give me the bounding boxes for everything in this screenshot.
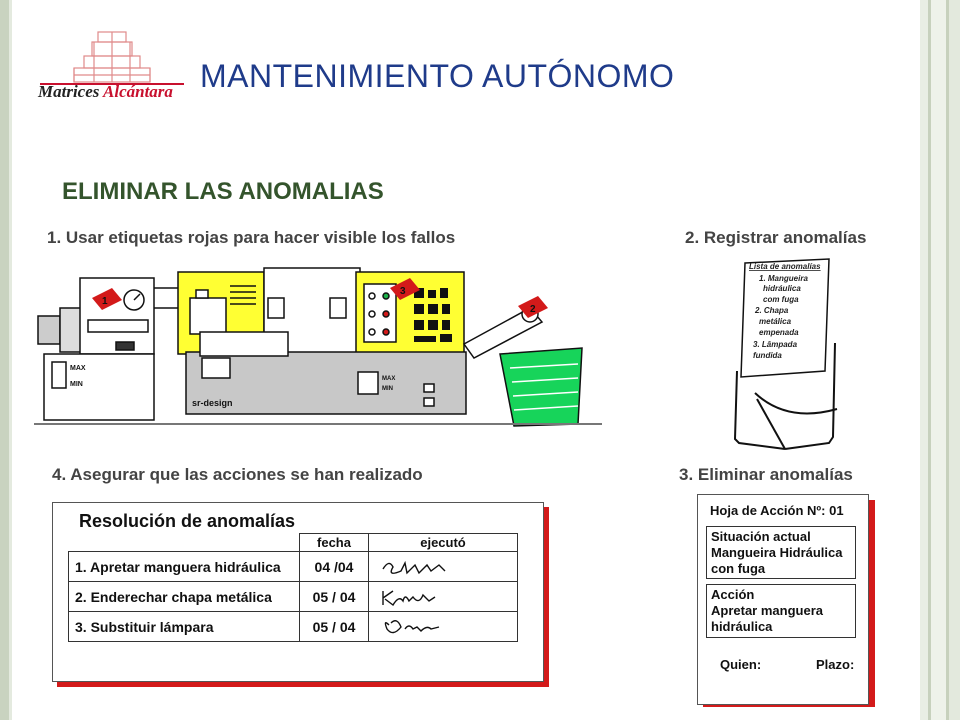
tank-min-label: MIN bbox=[70, 381, 83, 388]
table-row bbox=[69, 552, 518, 582]
board-line: hidráulica bbox=[763, 284, 801, 293]
board-title: Lista de anomalías bbox=[749, 262, 821, 271]
machine-brand-label: sr-design bbox=[192, 398, 233, 408]
red-tag-2-label: 2 bbox=[530, 304, 536, 315]
board-line: 1. Mangueira bbox=[759, 274, 808, 283]
table-row bbox=[69, 582, 518, 612]
action-text-1: Apretar manguera bbox=[711, 603, 823, 618]
step-4-label: 4. Asegurar que las acciones se han realizado bbox=[52, 465, 423, 484]
board-line: 2. Chapa bbox=[755, 306, 789, 315]
action-card bbox=[697, 494, 869, 705]
task-cell: 1. Apretar manguera hidráulica bbox=[69, 552, 300, 582]
logo-text-main: Matrices bbox=[38, 82, 100, 101]
base-min-label: MIN bbox=[382, 386, 393, 392]
table-header-blank bbox=[69, 534, 300, 552]
situation-text-1: Mangueira Hidráulica bbox=[711, 545, 843, 560]
red-tag-1-label: 1 bbox=[102, 296, 108, 307]
task-cell: 3. Substituir lámpara bbox=[69, 612, 300, 642]
date-cell: 04 /04 bbox=[300, 552, 369, 582]
red-tag-3-label: 3 bbox=[400, 286, 406, 297]
action-text-2: hidráulica bbox=[711, 619, 773, 634]
page-title: MANTENIMIENTO AUTÓNOMO bbox=[200, 58, 675, 94]
section-title: ELIMINAR LAS ANOMALIAS bbox=[62, 178, 384, 205]
table-header-row bbox=[69, 534, 518, 552]
table-header-date: fecha bbox=[300, 534, 369, 552]
step-3-label: 3. Eliminar anomalías bbox=[679, 465, 853, 484]
machine-illustration bbox=[30, 248, 610, 430]
signature-cell bbox=[369, 552, 518, 582]
base-max-label: MAX bbox=[382, 376, 396, 382]
action-sheet-header: Hoja de Acción Nº: 01 bbox=[710, 503, 844, 518]
board-line: metálica bbox=[759, 317, 792, 326]
situation-label: Situación actual bbox=[711, 529, 811, 544]
situation-text-2: con fuga bbox=[711, 561, 766, 576]
slide-frame-left bbox=[0, 0, 9, 720]
slide-frame-right bbox=[920, 0, 960, 720]
date-cell: 05 / 04 bbox=[300, 612, 369, 642]
board-line: 3. Lâmpada bbox=[753, 340, 798, 349]
action-box bbox=[706, 584, 856, 638]
logo-text bbox=[38, 82, 173, 102]
board-line: com fuga bbox=[763, 295, 799, 304]
signature-cell bbox=[369, 612, 518, 642]
resolution-table bbox=[68, 533, 518, 642]
logo-text-accent: Alcántara bbox=[103, 82, 173, 101]
step-2-label: 2. Registrar anomalías bbox=[685, 228, 867, 247]
situation-box bbox=[706, 526, 856, 579]
task-cell: 2. Enderechar chapa metálica bbox=[69, 582, 300, 612]
deadline-label: Plazo: bbox=[816, 657, 855, 672]
table-row bbox=[69, 612, 518, 642]
action-label: Acción bbox=[711, 587, 755, 602]
board-line: empenada bbox=[759, 328, 799, 337]
table-header-done: ejecutó bbox=[369, 534, 518, 552]
board-line: fundida bbox=[753, 351, 782, 360]
signature-3-icon bbox=[375, 615, 465, 639]
signature-cell bbox=[369, 582, 518, 612]
slide-frame-left-inner bbox=[9, 0, 12, 720]
date-cell: 05 / 04 bbox=[300, 582, 369, 612]
anomaly-list-board bbox=[725, 253, 870, 453]
tank-max-label: MAX bbox=[70, 365, 86, 372]
resolution-card bbox=[52, 502, 544, 682]
signature-2-icon bbox=[375, 585, 465, 609]
step-1-label: 1. Usar etiquetas rojas para hacer visible los fallos bbox=[47, 228, 456, 247]
resolution-title: Resolución de anomalías bbox=[79, 511, 296, 531]
who-label: Quien: bbox=[720, 657, 762, 672]
signature-1-icon bbox=[375, 555, 465, 579]
